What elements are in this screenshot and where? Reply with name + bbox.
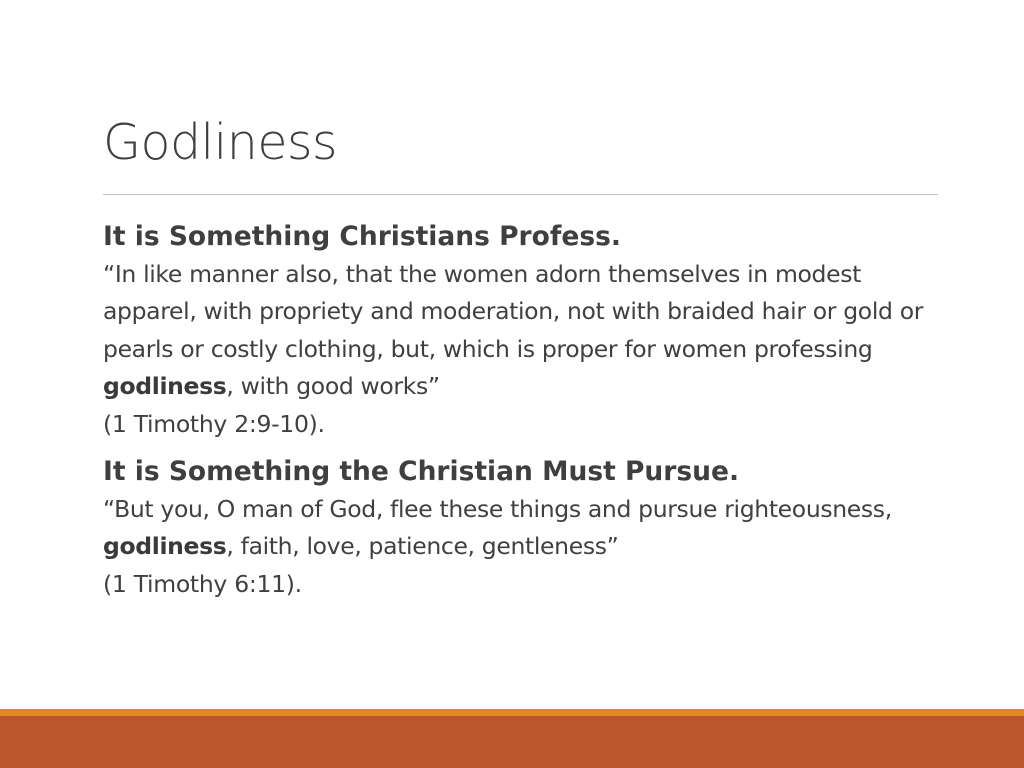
point-heading: It is Something the Christian Must Pursue. [103, 456, 740, 487]
footer-accent-bar [0, 709, 1024, 716]
scripture-reference: (1 Timothy 6:11). [103, 569, 302, 598]
quote-text: “In like manner also, that the women adorn themselves in modest apparel, with propriety and moderation, not with braided hair or gold or pearls or costly clothing, but, which is proper for women professing [103, 259, 924, 363]
quote-text: “But you, O man of God, flee these things and pursue righteousness, [103, 494, 892, 523]
scripture-reference: (1 Timothy 2:9-10). [103, 409, 325, 438]
scripture-quote [103, 491, 943, 566]
quote-text-end: , with good works” [226, 372, 440, 400]
slide-title: Godliness [103, 114, 338, 171]
footer-bar [0, 716, 1024, 768]
quote-emphasis: godliness [103, 532, 227, 560]
point-pursue [103, 453, 943, 603]
point-profess [103, 218, 943, 443]
quote-emphasis: godliness [103, 372, 227, 400]
scripture-quote [103, 256, 943, 406]
quote-text-end: , faith, love, patience, gentleness” [226, 532, 619, 560]
title-divider [103, 194, 938, 195]
slide-content [103, 218, 943, 603]
point-heading: It is Something Christians Profess. [103, 221, 621, 252]
